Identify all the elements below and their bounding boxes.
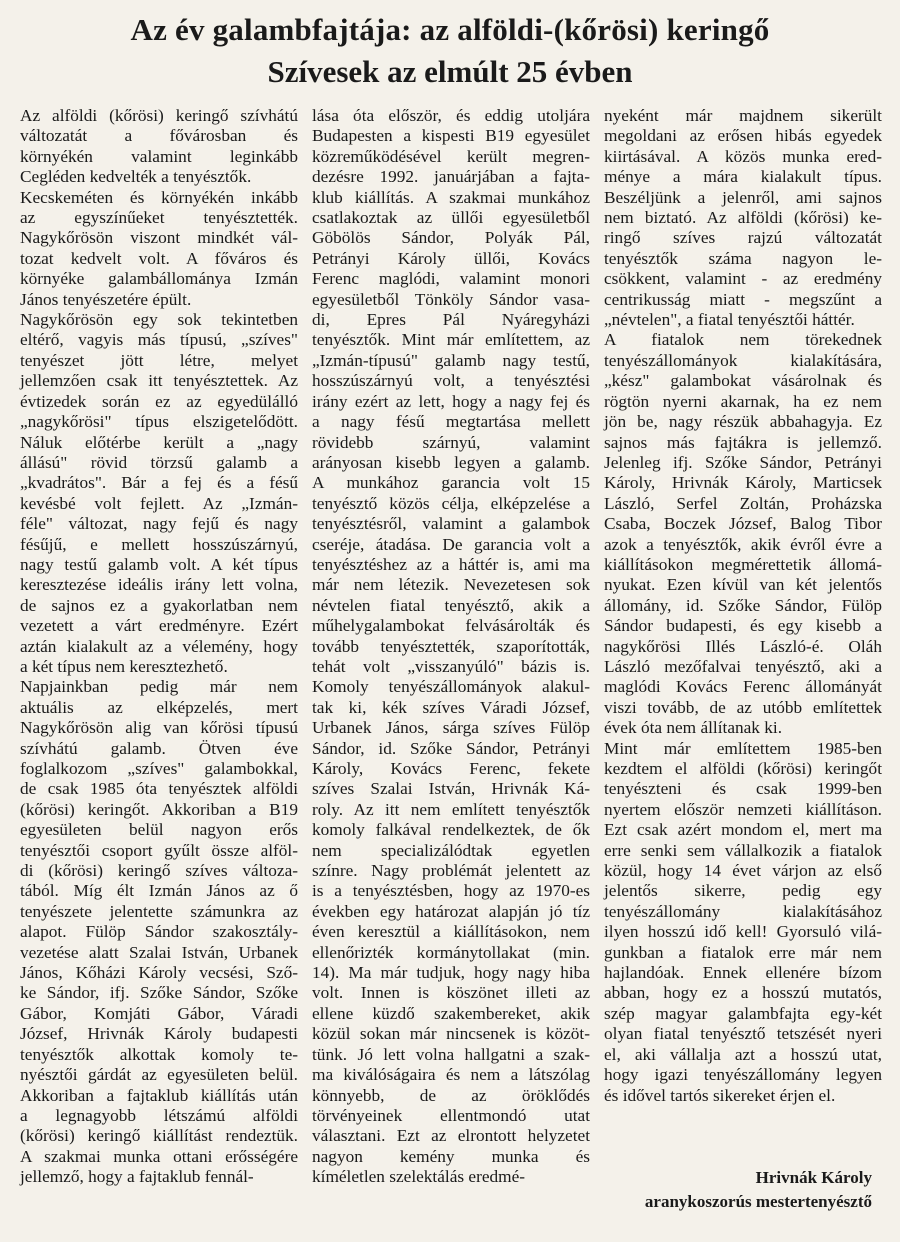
text-line: a nagy fésű megtartása mellett	[312, 412, 590, 432]
text-line: éven keresztül a kiállításokon, nem	[312, 922, 590, 942]
text-line: nyertem először nemzeti kiállításon.	[604, 799, 882, 819]
text-line: Jelenleg ifj. Szőke Sándor, Petrányi	[604, 452, 882, 472]
text-line: szép magyar galambfajta egy-két	[604, 1003, 882, 1023]
text-line: rögtön nyerni akarnak, ha ez nem	[604, 391, 882, 411]
text-line: szívhátú galamb. Ötven éve	[20, 738, 298, 758]
text-line: viszi tovább, de az utóbb említettek	[604, 697, 882, 717]
text-line: János tenyészetére épült.	[20, 289, 192, 309]
text-line: Nagykőrösön alig van kőrösi típusú	[20, 718, 298, 738]
text-column-2	[312, 106, 590, 1188]
text-line: könnyebb, de az öröklődés	[312, 1085, 590, 1105]
text-line: évek óta nem állítanak ki.	[604, 718, 783, 738]
text-line: János, Kőházi Károly vecsési, Sző-	[20, 963, 298, 983]
text-line: László, Serfel Zoltán, Proházska	[604, 493, 882, 513]
text-line: (kőrösi) keringőt. Akkoriban a B19	[20, 799, 298, 819]
text-line: ellene küzdő szakembereket, akik	[312, 1003, 590, 1023]
text-line: egyesületen belül nagyon erős	[20, 820, 298, 840]
text-line: nem specializálódtak egyetlen	[312, 840, 590, 860]
text-line: Csaba, Boczek József, Balog Tibor	[604, 514, 882, 534]
text-line: tenyésztői csoport gyűlt össze alföl-	[20, 840, 298, 860]
text-line: Cegléden kedvelték a tenyésztők.	[20, 167, 252, 187]
text-line: tenyészállomány kialakításához	[604, 901, 882, 921]
author-role: aranykoszorús mestertenyésztő	[644, 1192, 872, 1211]
text-line: állású" rövid törzsű galamb a	[20, 452, 298, 472]
text-line: tenyésztők alkottak komoly te-	[20, 1044, 298, 1064]
text-line: keresztezése ideális irány lett volna,	[20, 575, 298, 595]
text-line: tenyészállományok kialakítására,	[604, 350, 882, 370]
text-line: nem biztató. Az alföldi (kőrösi) ke-	[604, 208, 882, 228]
text-line: (kőrösi) keringő kiállítást rendeztük.	[20, 1126, 298, 1146]
article-title: Az év galambfajtája: az alföldi-(kőrösi) keringő	[130, 12, 770, 47]
text-line: „kvadrátos". Bár a fej és a fésű	[20, 473, 298, 493]
text-column-1	[20, 106, 298, 1188]
text-line: tából. Míg élt Izmán János az ő	[20, 881, 298, 901]
text-line: egyesületből Tönköly Sándor vasa-	[312, 289, 590, 309]
text-line: „névtelen", a fiatal tenyésztői háttér.	[604, 310, 855, 330]
text-line: nagy testű galamb volt. A két típus	[20, 554, 298, 574]
text-line: alapot. Fülöp Sándor szakosztály-	[20, 922, 298, 942]
text-line: di, Epres Pál Nyáregyházi	[312, 310, 590, 330]
text-line: csatlakoztak az üllői egyesületből	[312, 208, 590, 228]
text-line: megoldani az erősen hibás egyedek	[604, 126, 882, 146]
text-line: nyésztői gárdát az egyesületen belül.	[20, 1065, 298, 1085]
text-line: klub kiállítás. A szakmai munkához	[312, 187, 590, 207]
text-line: állomány, id. Szőke Sándor, Fülöp	[604, 595, 882, 615]
text-line: foglalkozom „szíves" galambokkal,	[20, 759, 298, 778]
text-line: jellemző, hogy a fajtaklub fennál-	[20, 1167, 254, 1187]
text-line: lása óta először, és eddig utoljára	[312, 106, 590, 125]
text-line: aktuális az elképzelés, mert	[20, 697, 298, 717]
text-line: Beszéljünk a jelenről, ami sajnos	[604, 187, 882, 207]
text-line: hosszúszárnyú volt, a tenyésztési	[312, 371, 590, 391]
text-line: Gábor, Komjáti Gábor, Váradi	[20, 1003, 298, 1023]
author-signature	[645, 1166, 872, 1214]
text-line: jelentős sikerre, pedig egy	[604, 881, 882, 901]
text-line: gunkban a fiatalok erre már nem	[604, 942, 882, 962]
text-line: a két típus nem keresztezhető.	[20, 656, 228, 676]
text-line: nagykőrösi Illés László-é. Oláh	[604, 636, 882, 656]
text-line: tenyésztő közös célja, elképzelése a	[312, 493, 590, 513]
text-line: hogy igazi tenyészállomány legyen	[604, 1065, 882, 1085]
text-line: ma kiválóságaira és nem a látszólag	[312, 1065, 590, 1085]
text-line: rövidebb szárnyú, valamint	[312, 432, 590, 452]
text-line: ringő szíves rajzú változatát	[604, 228, 882, 248]
text-line: Az alföldi (kőrösi) keringő szívhátú	[20, 106, 298, 125]
text-line: roly. Az itt nem említett tenyésztők	[312, 799, 590, 819]
text-line: tenyészet jött létre, melyet	[20, 350, 298, 370]
text-line: környékén valamint leginkább	[20, 146, 298, 166]
text-line: Nagykőrösön egy sok tekintetben	[20, 310, 298, 330]
text-line: kezdtem el alföldi (kőrösi) keringőt	[604, 759, 882, 778]
text-line: kíméletlen szelektálás eredmé-	[312, 1167, 526, 1187]
text-line: években egy határozat alapján jó tíz	[312, 901, 590, 921]
text-line: tenyészteni és csak 1999-ben	[604, 779, 882, 799]
text-line: aztán kialakult az a vélemény, hogy	[20, 636, 298, 656]
text-line: Sándor, id. Szőke Sándor, Petrányi	[312, 738, 590, 758]
text-line: tozat kedvelt volt. A főváros és	[20, 248, 298, 268]
text-line: A szakmai munka ottani erősségére	[20, 1146, 298, 1166]
text-line: olyan fiatal tenyésztő tetszését nyeri	[604, 1024, 882, 1044]
text-line: hajlandóak. Ennek ellenére bízom	[604, 963, 882, 983]
text-line: Ezt csak azért mondom el, mert ma	[604, 820, 882, 840]
text-line: abban, hogy ez a hosszú mutatós,	[604, 983, 882, 1003]
text-line: Nagykőrösön viszont mindkét vál-	[20, 228, 298, 248]
text-line: ellenőrizték kormánytollakat (min.	[312, 942, 590, 962]
text-line: fésűjű, e mellett hosszúszárnyú,	[20, 534, 298, 554]
text-line: féle" változat, nagy fejű és nagy	[20, 514, 298, 534]
text-line: ke Sándor, ifj. Szőke Sándor, Szőke	[20, 983, 298, 1003]
text-line: arányosan kisebb legyen a galamb.	[312, 452, 590, 472]
author-name: Hrivnák Károly	[755, 1168, 872, 1187]
text-line: az egyszínűeket tenyésztették.	[20, 208, 298, 228]
text-line: ménye a mára kialakult típus.	[604, 167, 882, 187]
text-line: Budapesten a kispesti B19 egyesület	[312, 126, 590, 146]
text-line: maglódi Kovács Ferenc állományát	[604, 677, 882, 697]
text-line: jön be, nagy részük abbahagyja. Ez	[604, 412, 882, 432]
text-line: komoly falkával rendelkeztek, de ők	[312, 820, 590, 840]
text-line: tenyészete jelentette számunkra az	[20, 901, 298, 921]
text-line: erre senki sem vállalkozik a fiatalok	[604, 840, 882, 860]
text-line: vezetése alatt Szalai István, Urbanek	[20, 942, 298, 962]
text-line: a legnagyobb létszámú alföldi	[20, 1105, 298, 1125]
text-line: „nagykőrösi" típus elszigetelődött.	[20, 412, 298, 432]
text-line: „kész" galambokat vásárolnak és	[604, 371, 882, 391]
article-header	[0, 12, 900, 89]
text-line: közül, hogy 14 évet várjon az első	[604, 861, 882, 881]
text-line: di (kőrösi) keringő szíves változa-	[20, 861, 298, 881]
text-line: de sajnos ez a gyakorlatban nem	[20, 595, 298, 615]
text-line: közül sokan már nincsenek is közöt-	[312, 1024, 590, 1044]
text-line: tenyésztők száma nagyon le-	[604, 248, 882, 268]
text-line: kiirtásával. A közös munka ered-	[604, 146, 882, 166]
text-line: Mint már említettem 1985-ben	[604, 738, 882, 758]
text-line: el, aki vállalja azt a hosszú utat,	[604, 1044, 882, 1064]
text-line: sajnos más fajtákra is jellemző.	[604, 432, 882, 452]
text-line: ilyen hosszú idő kell! Gyorsuló vilá-	[604, 922, 882, 942]
text-line: nyeként már majdnem sikerült	[604, 106, 882, 125]
text-line: nagyon kemény munka és	[312, 1146, 590, 1166]
text-line: szíves Szalai István, Hrivnák Ká-	[312, 779, 590, 799]
text-line: tenyésztésről, valamint a galambok	[312, 514, 590, 534]
text-line: 14). Ma már tudjuk, hogy nagy hiba	[312, 963, 590, 983]
text-line: környéke galambállománya Izmán	[20, 269, 298, 289]
text-line: A munkához garancia volt 15	[312, 473, 590, 493]
text-line: eltérő, vagyis más típusú, „szíves"	[20, 330, 298, 350]
text-line: dezésre 1992. januárjában a fajta-	[312, 167, 590, 187]
text-line: Komoly tenyészállományok alakul-	[312, 677, 590, 697]
text-line: vezetett a várt eredményre. Ezért	[20, 616, 298, 636]
text-line: Ferenc maglódi, valamint monori	[312, 269, 590, 289]
text-line: tak ki, kék szíves Váradi József,	[312, 697, 590, 717]
text-line: csökkent, valamint - az eredmény	[604, 269, 882, 289]
text-line: jellemzően csak itt tenyésztettek. Az	[20, 371, 298, 391]
text-line: kevésbé volt fejlett. Az „Izmán-	[20, 493, 298, 513]
text-line: kiállításokon megmérettetik állomá-	[604, 554, 882, 574]
text-line: és idővel tartós sikereket érjen el.	[604, 1085, 836, 1105]
text-line: tenyésztéshez az a háttér is, ami ma	[312, 554, 590, 574]
text-line: László mezőfalvai tenyésztő, aki a	[604, 656, 882, 676]
text-line: volt. Innen is köszönet illeti az	[312, 983, 590, 1003]
text-line: Urbanek János, sárga szíves Fülöp	[312, 718, 590, 738]
text-line: József, Hrivnák Károly budapesti	[20, 1024, 298, 1044]
text-line: centrikusság miatt - megszűnt a	[604, 289, 882, 309]
text-line: Kecskeméten és környékén inkább	[20, 187, 298, 207]
text-line: Petrányi Károly üllői, Kovács	[312, 248, 590, 268]
text-line: Akkoriban a fajtaklub kiállítás után	[20, 1085, 298, 1105]
text-line: évtizedek során ez az egyedülálló	[20, 391, 298, 411]
text-line: Náluk előtérbe került a „nagy	[20, 432, 298, 452]
text-line: választani. Ezt az elrontott helyzetet	[312, 1126, 590, 1146]
text-line: Károly, Kovács Ferenc, fekete	[312, 759, 590, 778]
text-line: Göbölös Sándor, Polyák Pál,	[312, 228, 590, 248]
text-line: tenyésztők. Mint már említettem, az	[312, 330, 590, 350]
text-line: A fiatalok nem törekednek	[604, 330, 882, 350]
text-line: színre. Nagy problémát jelentett az	[312, 861, 590, 881]
text-line: tovább tenyésztették, szaporították,	[312, 636, 590, 656]
text-line: már nem létezik. Nevezetesen sok	[312, 575, 590, 595]
text-line: is a tenyésztésben, hogy az 1970-es	[312, 881, 590, 901]
text-line: cseréje, átadása. De garancia volt a	[312, 534, 590, 554]
text-line: azok a tenyésztők, akik évről évre a	[604, 534, 882, 554]
text-line: tehát volt „visszanyúló" bázis is.	[312, 656, 590, 676]
text-line: tünk. Jó lett volna hallgatni a szak-	[312, 1044, 590, 1064]
text-line: Napjainkban pedig már nem	[20, 677, 298, 697]
text-line: Sándor budapesti, és egy kisebb a	[604, 616, 882, 636]
text-line: névtelen fiatal tenyésztő, akik a	[312, 595, 590, 615]
text-line: de csak 1985 óta tenyésztek alföldi	[20, 779, 298, 799]
text-line: nyukat. Ezen kívül van két jelentős	[604, 575, 882, 595]
text-line: törvényeinek ellentmondó utat	[312, 1105, 590, 1125]
text-line: Károly, Hrivnák Károly, Marticsek	[604, 473, 882, 493]
text-line: műhelygalambokat felvásárolták és	[312, 616, 590, 636]
text-line: változatát a fővárosban és	[20, 126, 298, 146]
text-line: „Izmán-típusú" galamb nagy testű,	[312, 350, 590, 370]
text-line: irány ezért az lett, hogy a nagy fej és	[312, 391, 590, 411]
text-line: közreműködésével került megren-	[312, 146, 590, 166]
text-column-3	[604, 106, 882, 1106]
article-subtitle: Szívesek az elmúlt 25 évben	[267, 53, 633, 89]
